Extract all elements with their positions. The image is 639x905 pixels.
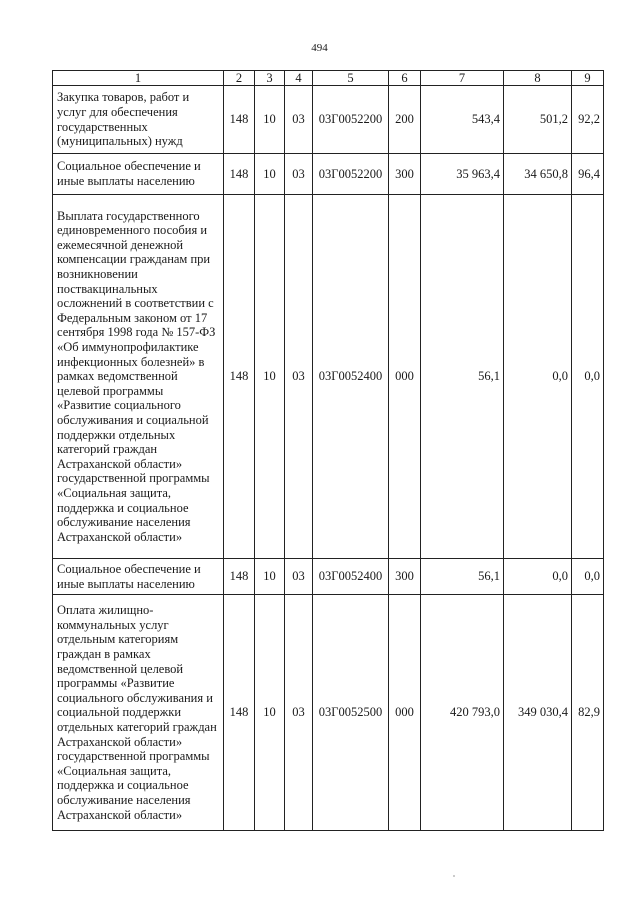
subsection-code: 03 bbox=[285, 86, 313, 154]
ministry-code: 148 bbox=[224, 154, 255, 195]
table-row bbox=[53, 154, 604, 195]
executed-amount: 0,0 bbox=[504, 195, 572, 559]
execution-percent: 82,9 bbox=[572, 595, 604, 831]
executed-amount: 34 650,8 bbox=[504, 154, 572, 195]
section-code: 10 bbox=[255, 195, 285, 559]
planned-amount: 420 793,0 bbox=[421, 595, 504, 831]
section-code: 10 bbox=[255, 595, 285, 831]
ministry-code: 148 bbox=[224, 195, 255, 559]
header-row bbox=[53, 71, 604, 86]
planned-amount: 543,4 bbox=[421, 86, 504, 154]
expense-type-code: 300 bbox=[389, 154, 421, 195]
expense-name: Выплата государственного единовременного пособия и ежемесячной денежной компенсации гражданам при возникновении поствакцинальных осложнений в соответствии с Федеральным законом от 17 сентября 1998 года № 157-ФЗ «Об иммунопрофилактике инфекционных болезней» в рамках ведомственной целевой программы «Развитие социального обслуживания и социальной поддержки отдельных категорий граждан Астраханской области» государственной программы «Социальная защита, поддержка и социальное обслуживание населения Астраханской области» bbox=[53, 195, 224, 559]
section-code: 10 bbox=[255, 86, 285, 154]
target-item-code: 03Г0052400 bbox=[313, 195, 389, 559]
expense-type-code: 300 bbox=[389, 559, 421, 595]
execution-percent: 92,2 bbox=[572, 86, 604, 154]
expense-type-code: 000 bbox=[389, 195, 421, 559]
ministry-code: 148 bbox=[224, 595, 255, 831]
table-row bbox=[53, 195, 604, 559]
column-header: 1 bbox=[53, 71, 224, 86]
page-number: 494 bbox=[311, 42, 328, 54]
column-header: 7 bbox=[421, 71, 504, 86]
expense-name: Оплата жилищно-коммунальных услуг отдельным категориям граждан в рамках ведомственной целевой программы «Развитие социального обслуживания и социальной поддержки отдельных категорий граждан Астраханской области» государственной программы «Социальная защита, поддержка и социальное обслуживание населения Астраханской области» bbox=[53, 595, 224, 831]
column-header: 6 bbox=[389, 71, 421, 86]
subsection-code: 03 bbox=[285, 195, 313, 559]
target-item-code: 03Г0052500 bbox=[313, 595, 389, 831]
ministry-code: 148 bbox=[224, 559, 255, 595]
execution-percent: 0,0 bbox=[572, 195, 604, 559]
planned-amount: 56,1 bbox=[421, 559, 504, 595]
column-header: 3 bbox=[255, 71, 285, 86]
planned-amount: 35 963,4 bbox=[421, 154, 504, 195]
expense-name: Социальное обеспечение и иные выплаты населению bbox=[53, 559, 224, 595]
column-header: 9 bbox=[572, 71, 604, 86]
section-code: 10 bbox=[255, 559, 285, 595]
table-row bbox=[53, 595, 604, 831]
subsection-code: 03 bbox=[285, 154, 313, 195]
target-item-code: 03Г0052400 bbox=[313, 559, 389, 595]
column-header: 4 bbox=[285, 71, 313, 86]
table-row bbox=[53, 86, 604, 154]
subsection-code: 03 bbox=[285, 595, 313, 831]
column-header: 2 bbox=[224, 71, 255, 86]
column-header: 5 bbox=[313, 71, 389, 86]
ministry-code: 148 bbox=[224, 86, 255, 154]
expense-name: Социальное обеспечение и иные выплаты населению bbox=[53, 154, 224, 195]
expense-type-code: 200 bbox=[389, 86, 421, 154]
target-item-code: 03Г0052200 bbox=[313, 154, 389, 195]
scan-speck bbox=[453, 875, 455, 877]
subsection-code: 03 bbox=[285, 559, 313, 595]
execution-percent: 96,4 bbox=[572, 154, 604, 195]
expense-name: Закупка товаров, работ и услуг для обеспечения государственных (муниципальных) нужд bbox=[53, 86, 224, 154]
budget-table bbox=[52, 70, 604, 831]
expense-type-code: 000 bbox=[389, 595, 421, 831]
executed-amount: 0,0 bbox=[504, 559, 572, 595]
executed-amount: 501,2 bbox=[504, 86, 572, 154]
planned-amount: 56,1 bbox=[421, 195, 504, 559]
executed-amount: 349 030,4 bbox=[504, 595, 572, 831]
column-header: 8 bbox=[504, 71, 572, 86]
execution-percent: 0,0 bbox=[572, 559, 604, 595]
table-row bbox=[53, 559, 604, 595]
target-item-code: 03Г0052200 bbox=[313, 86, 389, 154]
section-code: 10 bbox=[255, 154, 285, 195]
